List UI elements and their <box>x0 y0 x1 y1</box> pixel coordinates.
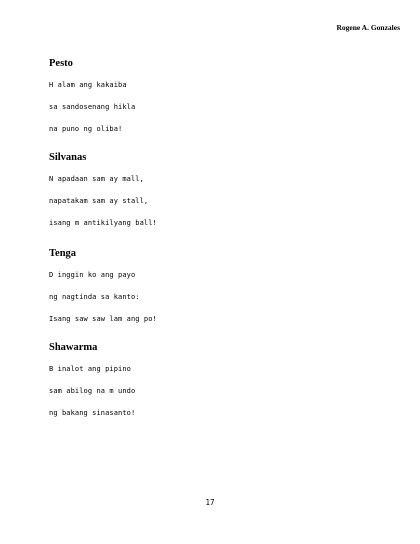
poem-line: na puno ng oliba! <box>49 125 123 133</box>
page-number: 17 <box>205 498 215 507</box>
poem-line: B inalot ang pipino <box>49 365 131 373</box>
poem-line: H alam ang kakaiba <box>49 81 127 89</box>
poem-line: Isang saw saw lam ang po! <box>49 315 157 323</box>
page-header-author: Rogene A. Gonzales <box>336 23 400 32</box>
poem-line: isang m antikilyang ball! <box>49 219 157 227</box>
poem-title: Silvanas <box>49 152 87 163</box>
poem-title: Shawarma <box>49 342 98 353</box>
poem-line: napatakam sam ay stall, <box>49 197 149 205</box>
poem-title: Pesto <box>49 58 73 69</box>
poem-title: Tenga <box>49 248 77 259</box>
poem-silvanas <box>49 152 157 241</box>
poem-pesto <box>49 58 135 147</box>
poem-shawarma <box>49 342 135 431</box>
poem-line: ng nagtinda sa kanto: <box>49 293 140 301</box>
poem-line: sa sandosenang hikla <box>49 103 136 111</box>
poem-tenga <box>49 248 157 337</box>
poem-line: ng bakang sinasanto! <box>49 409 136 417</box>
poem-line: D inggin ko ang payo <box>49 271 136 279</box>
poem-line: sam abilog na m undo <box>49 387 136 395</box>
poem-line: N apadaan sam ay mall, <box>49 175 144 183</box>
